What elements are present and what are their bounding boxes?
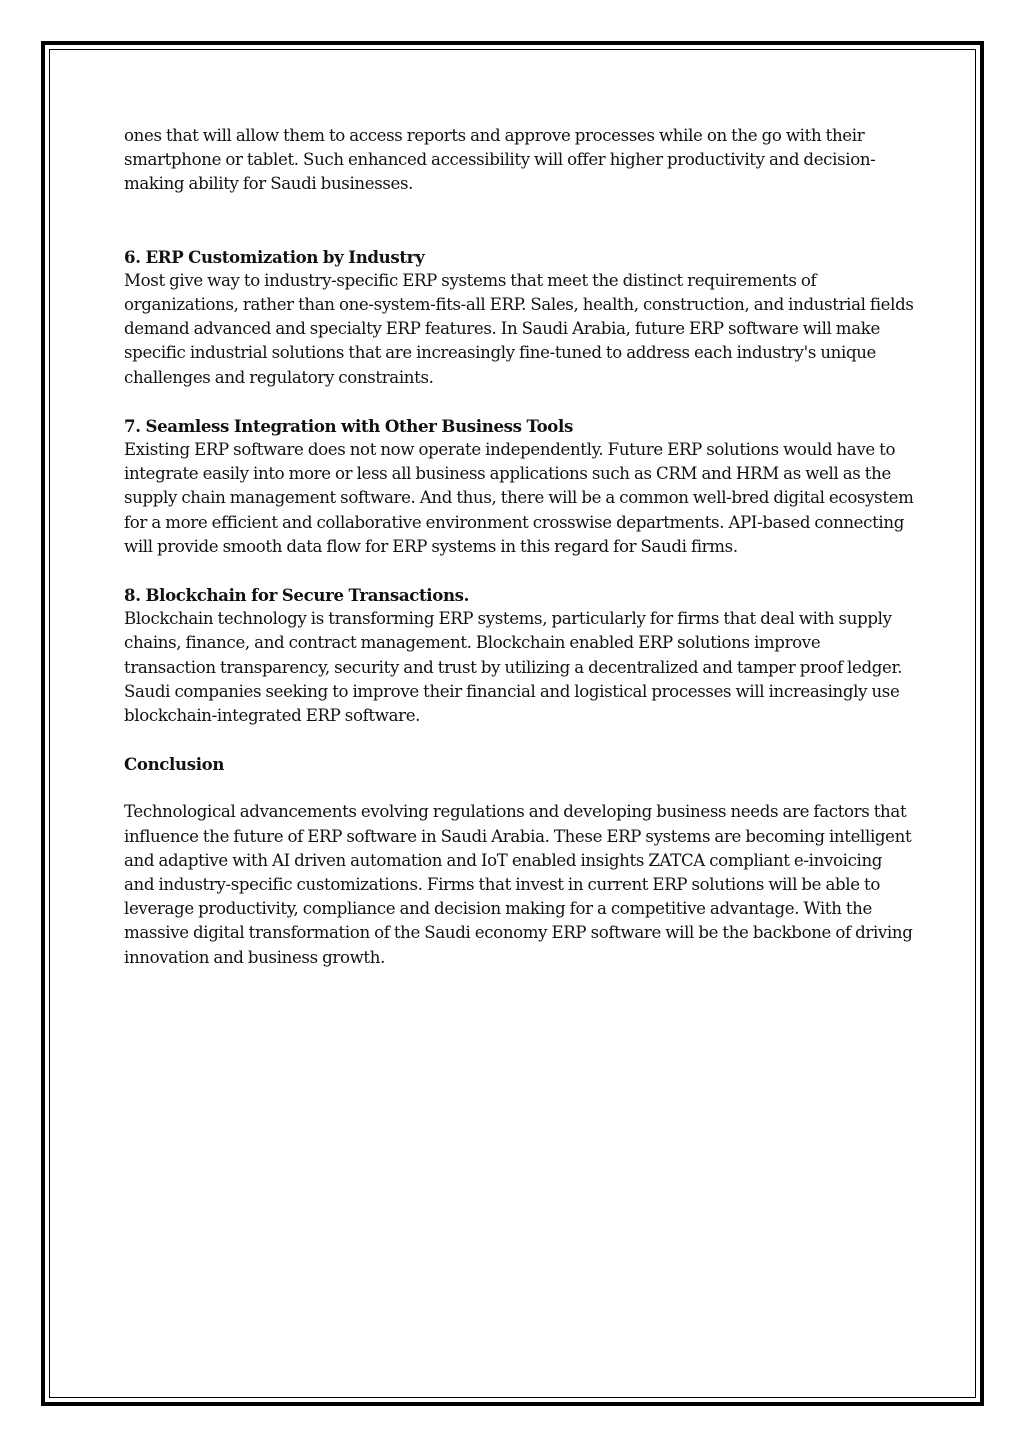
document-body: [124, 124, 914, 970]
section-7-body: Existing ERP software does not now operate independently. Future ERP solutions would have to integrate easily into more or less all business applications such as CRM and HRM as well as the supply chain management software. And thus, there will be a common well-bred digital ecosystem for a more efficient and collaborative environment crosswise departments. API-based connecting will provide smooth data flow for ERP systems in this regard for Saudi firms.: [124, 440, 914, 556]
section-8-heading: 8. Blockchain for Secure Transactions.: [124, 585, 470, 606]
section-7-heading: 7. Seamless Integration with Other Business Tools: [124, 415, 573, 436]
intro-paragraph: ones that will allow them to access reports and approve processes while on the go with their smartphone or tablet. Such enhanced accessibility will offer higher productivity and decision-making ability for Saudi businesses.: [124, 126, 876, 194]
conclusion-heading: Conclusion: [124, 754, 225, 775]
conclusion-body: Technological advancements evolving regulations and developing business needs are factors that influence the future of ERP software in Saudi Arabia. These ERP systems are becoming intelligent and adaptive with AI driven automation and IoT enabled insights ZATCA compliant e-invoicing and industry-specific customizations. Firms that invest in current ERP solutions will be able to leverage productivity, compliance and decision making for a competitive advantage. With the massive digital transformation of the Saudi economy ERP software will be the backbone of driving innovation and business growth.: [124, 802, 913, 967]
section-8-body: Blockchain technology is transforming ERP systems, particularly for firms that deal with supply chains, finance, and contract management. Blockchain enabled ERP solutions improve transaction transparency, security and trust by utilizing a decentralized and tamper proof ledger. Saudi companies seeking to improve their financial and logistical processes will increasingly use blockchain-integrated ERP software.: [124, 609, 903, 726]
section-6-heading: 6. ERP Customization by Industry: [124, 246, 425, 267]
section-6-body: Most give way to industry-specific ERP systems that meet the distinct requirements of organizations, rather than one-system-fits-all ERP. Sales, health, construction, and industrial fields demand advanced and specialty ERP features. In Saudi Arabia, future ERP software will make specific industrial solutions that are increasingly fine-tuned to address each industry's unique challenges and regulatory constraints.: [124, 270, 914, 387]
